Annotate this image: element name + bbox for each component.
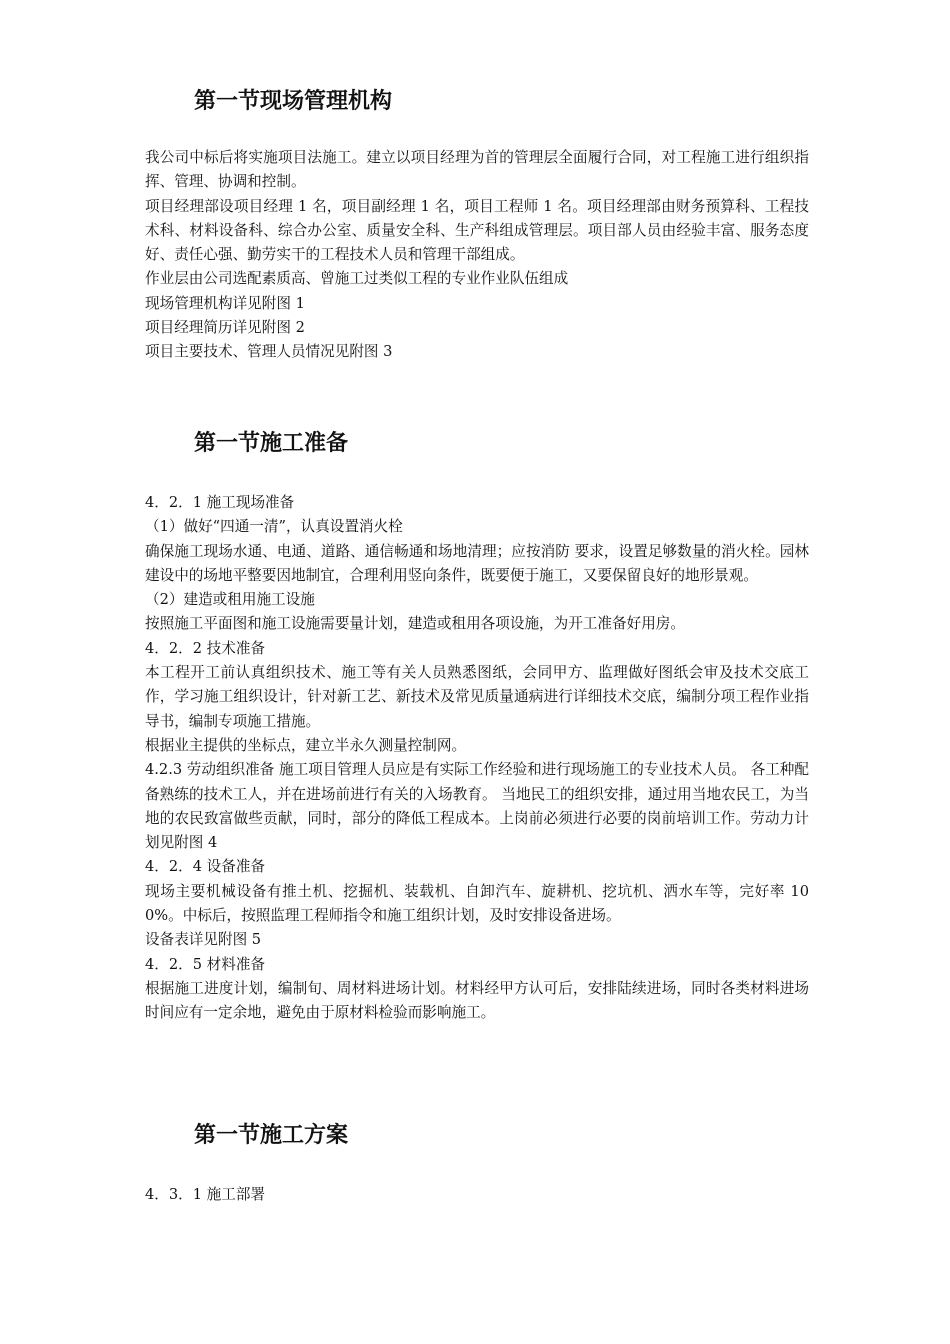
section-heading: 第一节施工准备 — [194, 430, 349, 456]
paragraph: 项目主要技术、管理人员情况见附图 3 — [145, 343, 393, 361]
paragraph: 作业层由公司选配素质高、曾施工过类似工程的专业作业队伍组成 — [145, 270, 569, 288]
section-heading: 第一节现场管理机构 — [194, 88, 393, 114]
section-body — [145, 1183, 809, 1207]
paragraph: 现场主要机械设备有推土机、挖掘机、装载机、自卸汽车、旋耕机、挖坑机、洒水车等，完好率 100%。中标后，按照监理工程师指令和施工组织计划，及时安排设备进场。 — [145, 882, 809, 925]
paragraph: 现场管理机构详见附图 1 — [145, 294, 305, 312]
paragraph: 根据业主提供的坐标点，建立半永久测量控制网。 — [145, 736, 467, 754]
paragraph: 本工程开工前认真组织技术、施工等有关人员熟悉图纸，会同甲方、监理做好图纸会审及技术交底工作，学习施工组织设计，针对新工艺、新技术及常见质量通病进行详细技术交底，编制分项工程作业指导书，编制专项施工措施。 — [145, 664, 809, 730]
paragraph: 确保施工现场水通、电通、道路、通信畅通和场地清理；应按消防 要求，设置足够数量的消火栓。园林建设中的场地平整要因地制宜，合理利用竖向条件，既要便于施工，又要保留良好的地形景观。 — [145, 542, 809, 584]
paragraph: 项目经理部设项目经理 1 名，项目副经理 1 名，项目工程师 1 名。项目经理部由财务预算科、工程技术科、材料设备科、综合办公室、质量安全科、生产科组成管理层。项目部人员由经验丰富、服务态度好、责任心强、勤劳实干的工程技术人员和管理干部组成。 — [145, 197, 809, 264]
paragraph: （2）建造或租用施工设施 — [145, 591, 315, 609]
paragraph: 项目经理简历详见附图 2 — [145, 319, 305, 337]
paragraph: 按照施工平面图和施工设施需要量计划，建造或租用各项设施，为开工准备好用房。 — [145, 615, 685, 633]
paragraph: 根据施工进度计划，编制旬、周材料进场计划。材料经甲方认可后，安排陆续进场，同时各类材料进场时间应有一定余地，避免由于原材料检验而影响施工。 — [145, 979, 809, 1022]
paragraph: 我公司中标后将实施项目法施工。建立以项目经理为首的管理层全面履行合同，对工程施工进行组织指挥、管理、协调和控制。 — [145, 149, 809, 191]
section-heading: 第一节施工方案 — [194, 1122, 349, 1148]
section-body — [145, 146, 809, 365]
paragraph: 4．2．4 设备准备 — [145, 858, 266, 876]
paragraph: 4．2．5 材料准备 — [145, 955, 266, 973]
paragraph: 4．3．1 施工部署 — [145, 1186, 266, 1203]
paragraph: 设备表详见附图 5 — [145, 931, 262, 949]
section-body — [145, 491, 809, 1026]
paragraph: 4．2．2 技术准备 — [145, 639, 266, 657]
paragraph: 4.2.3 劳动组织准备 施工项目管理人员应是有实际工作经验和进行现场施工的专业技术人员。 各工种配备熟练的技术工人，并在进场前进行有关的入场教育。 当地民工的组织安排，通过用当地农民工，为当地的农民致富做些贡献，同时，部分的降低工程成本。上岗前必须进行必要的岗前培训工作。劳动力计划见附图 4 — [145, 761, 809, 852]
paragraph: 4．2．1 施工现场准备 — [145, 494, 295, 511]
paragraph: （1）做好“四通一清”，认真设置消火栓 — [145, 518, 403, 536]
